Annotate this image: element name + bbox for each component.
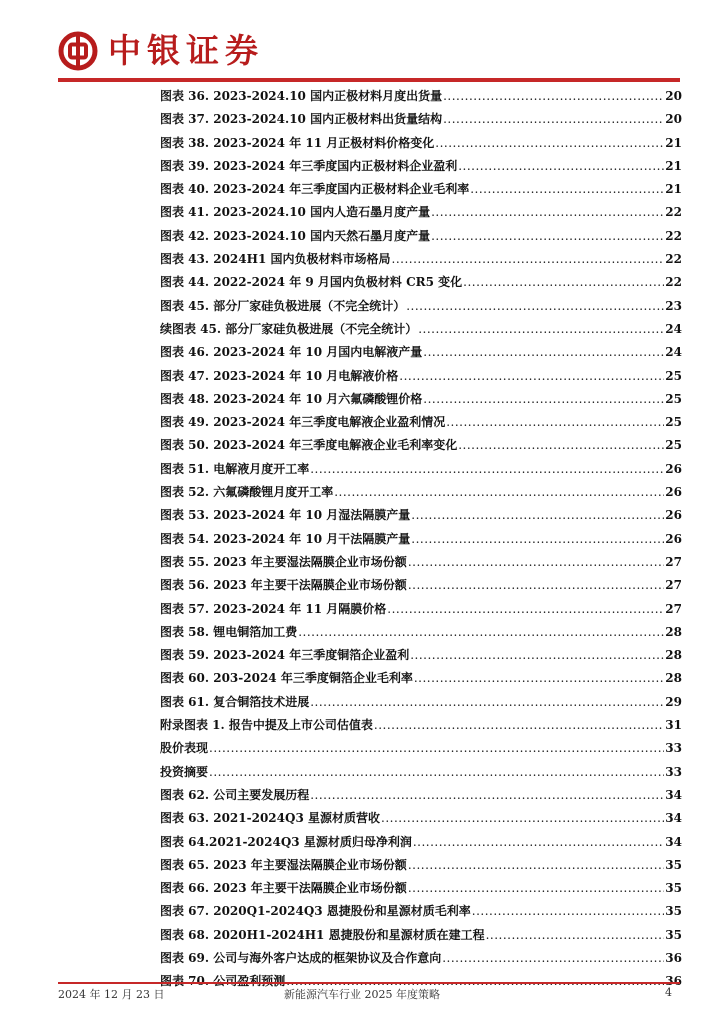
footer-title: 新能源汽车行业 2025 年度策略 <box>284 988 440 1001</box>
toc-entry-title: 图表 37. 2023-2024.10 国内正极材料出货量结构 <box>160 112 443 127</box>
toc-entry-title: 图表 38. 2023-2024 年 11 月正极材料价格变化 <box>160 135 435 150</box>
toc-entry[interactable] <box>160 460 682 483</box>
footer-page-number: 4 <box>665 986 672 999</box>
toc-entry-title: 图表 70. 公司盈利预测 <box>160 974 286 989</box>
toc-leader-dots <box>209 765 664 779</box>
toc-entry[interactable] <box>160 367 682 390</box>
toc-entry[interactable] <box>160 879 682 902</box>
toc-entry[interactable] <box>160 623 682 646</box>
toc-entry-page: 26 <box>665 508 682 523</box>
toc-entry-page: 24 <box>665 345 682 360</box>
toc-entry-title: 图表 67. 2020Q1-2024Q3 恩捷股份和星源材质毛利率 <box>160 904 471 919</box>
toc-entry-title: 图表 50. 2023-2024 年三季度电解液企业毛利率变化 <box>160 438 458 453</box>
toc-entry-page: 29 <box>665 694 682 709</box>
toc-entry[interactable] <box>160 297 682 320</box>
toc-entry-title: 图表 40. 2023-2024 年三季度国内正极材料企业毛利率 <box>160 182 470 197</box>
toc-entry-title: 图表 65. 2023 年主要湿法隔膜企业市场份额 <box>160 857 407 872</box>
toc-entry-page: 25 <box>665 391 682 406</box>
toc-entry-title: 图表 60. 203-2024 年三季度铜箔企业毛利率 <box>160 671 413 686</box>
toc-entry-page: 27 <box>665 601 682 616</box>
toc-leader-dots <box>209 741 664 755</box>
toc-entry-page: 34 <box>665 811 682 826</box>
toc-entry-page: 27 <box>665 554 682 569</box>
toc-leader-dots <box>431 229 664 243</box>
toc-leader-dots <box>435 136 664 150</box>
toc-entry[interactable] <box>160 343 682 366</box>
toc-leader-dots <box>463 275 664 289</box>
toc-leader-dots <box>408 578 664 592</box>
toc-entry-title: 图表 64.2021-2024Q3 星源材质归母净利润 <box>160 834 412 849</box>
toc-leader-dots <box>442 951 664 965</box>
toc-entry-title: 图表 42. 2023-2024.10 国内天然石墨月度产量 <box>160 228 431 243</box>
toc-entry[interactable] <box>160 763 682 786</box>
toc-entry[interactable] <box>160 134 682 157</box>
toc-leader-dots <box>387 602 664 616</box>
toc-entry-page: 20 <box>665 89 682 103</box>
toc-entry[interactable] <box>160 227 682 250</box>
toc-leader-dots <box>310 695 664 709</box>
toc-entry-title: 图表 49. 2023-2024 年三季度电解液企业盈利情况 <box>160 415 446 430</box>
toc-leader-dots <box>443 112 664 126</box>
toc-leader-dots <box>423 345 664 359</box>
toc-entry-page: 35 <box>665 857 682 872</box>
toc-entry-title: 图表 59. 2023-2024 年三季度铜箔企业盈利 <box>160 648 410 663</box>
toc-entry-page: 22 <box>665 205 682 220</box>
toc-entry[interactable] <box>160 506 682 529</box>
toc-leader-dots <box>298 625 664 639</box>
toc-entry[interactable] <box>160 833 682 856</box>
toc-leader-dots <box>334 485 664 499</box>
toc-leader-dots <box>472 904 665 918</box>
toc-leader-dots <box>418 322 664 336</box>
toc-leader-dots <box>411 508 664 522</box>
toc-entry[interactable] <box>160 716 682 739</box>
toc-entry[interactable] <box>160 530 682 553</box>
toc-entry-title: 图表 53. 2023-2024 年 10 月湿法隔膜产量 <box>160 508 411 523</box>
toc-entry-page: 26 <box>665 531 682 546</box>
toc-entry-title: 图表 56. 2023 年主要干法隔膜企业市场份额 <box>160 578 407 593</box>
toc-leader-dots <box>408 881 664 895</box>
toc-entry[interactable] <box>160 87 682 110</box>
toc-entry-title: 图表 46. 2023-2024 年 10 月国内电解液产量 <box>160 345 423 360</box>
toc-entry-page: 28 <box>665 624 682 639</box>
toc-entry-page: 35 <box>665 927 682 942</box>
toc-entry[interactable] <box>160 180 682 203</box>
toc-entry[interactable] <box>160 110 682 133</box>
toc-entry-title: 续图表 45. 部分厂家硅负极进展（不完全统计） <box>160 321 418 336</box>
toc-entry-title: 图表 43. 2024H1 国内负极材料市场格局 <box>160 252 391 267</box>
toc-entry-page: 22 <box>665 275 682 290</box>
toc-entry[interactable] <box>160 157 682 180</box>
toc-entry[interactable] <box>160 273 682 296</box>
toc-leader-dots <box>408 555 664 569</box>
toc-entry-page: 25 <box>665 438 682 453</box>
toc-entry-title: 图表 63. 2021-2024Q3 星源材质营收 <box>160 811 380 826</box>
toc-leader-dots <box>443 89 664 103</box>
toc-entry[interactable] <box>160 646 682 669</box>
toc-entry-title: 股价表现 <box>160 741 209 756</box>
toc-entry-page: 34 <box>665 787 682 802</box>
toc-entry-page: 24 <box>665 321 682 336</box>
toc-entry[interactable] <box>160 600 682 623</box>
toc-leader-dots <box>423 392 664 406</box>
toc-leader-dots <box>431 205 664 219</box>
toc-entry-page: 21 <box>665 158 682 173</box>
toc-entry-title: 图表 55. 2023 年主要湿法隔膜企业市场份额 <box>160 554 407 569</box>
toc-entry-page: 28 <box>665 648 682 663</box>
toc-entry[interactable] <box>160 390 682 413</box>
toc-entry[interactable] <box>160 576 682 599</box>
toc-entry-title: 图表 39. 2023-2024 年三季度国内正极材料企业盈利 <box>160 158 458 173</box>
toc-entry-title: 图表 52. 六氟磷酸锂月度开工率 <box>160 485 334 500</box>
toc-entry[interactable] <box>160 436 682 459</box>
toc-entry-title: 图表 66. 2023 年主要干法隔膜企业市场份额 <box>160 881 407 896</box>
toc-entry-page: 26 <box>665 485 682 500</box>
bank-of-china-logo <box>58 31 98 71</box>
toc-entry-page: 25 <box>665 368 682 383</box>
toc-entry-page: 36 <box>665 974 682 989</box>
toc-entry-title: 图表 57. 2023-2024 年 11 月隔膜价格 <box>160 601 387 616</box>
toc-entry-title: 投资摘要 <box>160 764 209 779</box>
toc-entry-title: 图表 47. 2023-2024 年 10 月电解液价格 <box>160 368 399 383</box>
toc-entry-title: 图表 54. 2023-2024 年 10 月干法隔膜产量 <box>160 531 411 546</box>
toc-leader-dots <box>408 858 664 872</box>
toc-entry-page: 34 <box>665 834 682 849</box>
toc-entry-title: 图表 58. 锂电铜箔加工费 <box>160 624 298 639</box>
toc-leader-dots <box>446 415 664 429</box>
toc-leader-dots <box>310 788 664 802</box>
toc-entry-title: 图表 45. 部分厂家硅负极进展（不完全统计） <box>160 298 406 313</box>
toc-entry[interactable] <box>160 553 682 576</box>
page-header <box>58 28 264 74</box>
header-rule <box>58 78 680 82</box>
toc-leader-dots <box>374 718 664 732</box>
toc-entry-title: 图表 69. 公司与海外客户达成的框架协议及合作意向 <box>160 950 442 965</box>
toc-leader-dots <box>406 299 664 313</box>
toc-entry-page: 21 <box>665 182 682 197</box>
toc-entry[interactable] <box>160 856 682 879</box>
toc-entry-title: 图表 51. 电解液月度开工率 <box>160 461 310 476</box>
toc-entry-page: 35 <box>665 904 682 919</box>
toc-entry[interactable] <box>160 669 682 692</box>
toc-leader-dots <box>411 532 664 546</box>
toc-entry-page: 36 <box>665 950 682 965</box>
toc-leader-dots <box>310 462 664 476</box>
toc-entry-page: 35 <box>665 881 682 896</box>
toc-entry-page: 22 <box>665 252 682 267</box>
toc-entry-page: 23 <box>665 298 682 313</box>
toc-entry[interactable] <box>160 902 682 925</box>
toc-entry[interactable] <box>160 413 682 436</box>
toc-entry[interactable] <box>160 926 682 949</box>
toc-entry[interactable] <box>160 739 682 762</box>
toc-entry[interactable] <box>160 693 682 716</box>
toc-entry[interactable] <box>160 786 682 809</box>
toc-entry-title: 图表 68. 2020H1-2024H1 恩捷股份和星源材质在建工程 <box>160 927 485 942</box>
toc-leader-dots <box>470 182 664 196</box>
toc-leader-dots <box>392 252 665 266</box>
toc-entry-page: 27 <box>665 578 682 593</box>
toc-entry-title: 图表 44. 2022-2024 年 9 月国内负极材料 CR5 变化 <box>160 275 463 290</box>
toc-leader-dots <box>414 671 664 685</box>
toc-entry-page: 26 <box>665 461 682 476</box>
toc-entry[interactable] <box>160 809 682 832</box>
toc-leader-dots <box>486 928 665 942</box>
toc-entry-page: 33 <box>665 741 682 756</box>
brand-name: 中银证券 <box>108 31 264 70</box>
toc-entry[interactable] <box>160 949 682 972</box>
toc-entry-title: 图表 36. 2023-2024.10 国内正极材料月度出货量 <box>160 89 443 103</box>
toc-entry[interactable] <box>160 250 682 273</box>
toc-entry-page: 25 <box>665 415 682 430</box>
toc-entry-page: 22 <box>665 228 682 243</box>
toc-entry[interactable] <box>160 203 682 226</box>
toc-entry-page: 21 <box>665 135 682 150</box>
toc-entry-page: 20 <box>665 112 682 127</box>
toc-leader-dots <box>413 835 664 849</box>
toc-leader-dots <box>410 648 664 662</box>
toc-leader-dots <box>399 369 664 383</box>
toc-leader-dots <box>458 159 664 173</box>
toc-entry-title: 图表 41. 2023-2024.10 国内人造石墨月度产量 <box>160 205 431 220</box>
footer-date: 2024 年 12 月 23 日 <box>58 988 165 1001</box>
toc-entry-title: 附录图表 1. 报告中提及上市公司估值表 <box>160 718 373 733</box>
toc-entry-page: 33 <box>665 764 682 779</box>
toc-leader-dots <box>458 438 664 452</box>
toc-leader-dots <box>381 811 664 825</box>
toc-entry[interactable] <box>160 320 682 343</box>
toc-entry-title: 图表 48. 2023-2024 年 10 月六氟磷酸锂价格 <box>160 391 423 406</box>
table-of-contents <box>160 87 682 996</box>
toc-entry[interactable] <box>160 483 682 506</box>
footer-rule <box>58 982 680 984</box>
toc-entry-page: 31 <box>665 718 682 733</box>
toc-entry-page: 28 <box>665 671 682 686</box>
toc-entry-title: 图表 62. 公司主要发展历程 <box>160 787 310 802</box>
toc-entry-title: 图表 61. 复合铜箔技术进展 <box>160 694 310 709</box>
